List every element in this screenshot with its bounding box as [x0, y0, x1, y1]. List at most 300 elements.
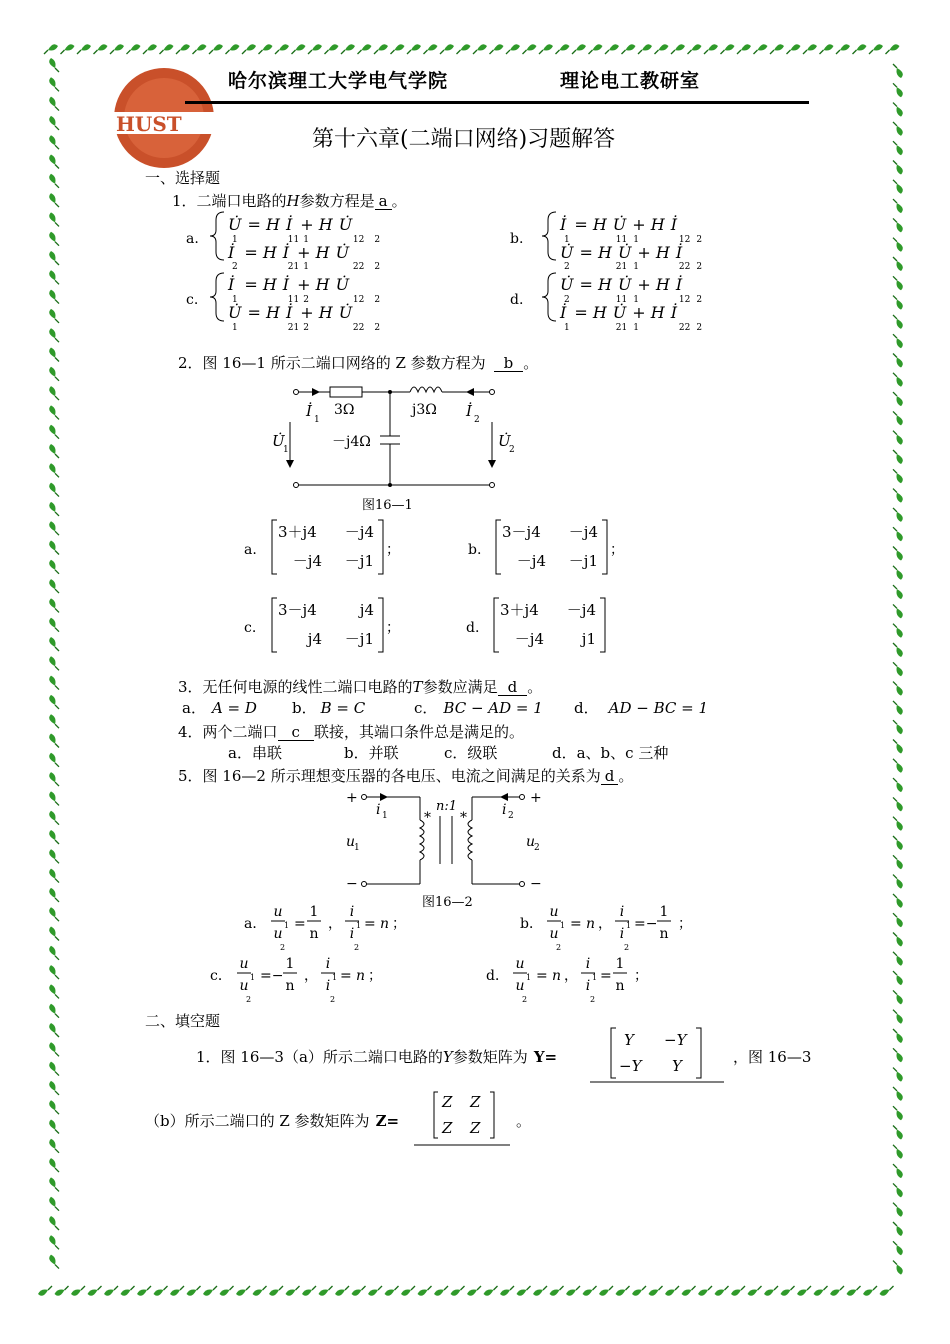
leaf-ornament — [302, 1286, 316, 1296]
svg-text:1212222: 1 21 2 22 2 — [232, 323, 381, 333]
leaf-ornament — [49, 541, 59, 555]
ratio: n — [586, 916, 596, 932]
leaf-ornament — [49, 386, 59, 400]
fig1-u2: U̇ — [498, 432, 511, 450]
q1-option-a — [186, 212, 380, 272]
fraction-numerator: u — [273, 904, 283, 920]
hust-logo — [112, 62, 222, 170]
leaf-ornament — [467, 1286, 481, 1296]
leaf-ornament — [704, 44, 718, 54]
svg-text:a.: a. — [186, 231, 199, 247]
leaf-ornament — [893, 1068, 903, 1082]
leaf-ornament — [754, 44, 768, 54]
fraction-numerator: 1 — [309, 904, 319, 920]
fig1-u1: U̇ — [272, 432, 285, 450]
leaf-ornament — [893, 257, 903, 271]
svg-text:i: i — [502, 802, 507, 818]
svg-text:İ= HU̇+ Hİ: İ = H U̇ + H İ — [560, 303, 678, 322]
leaf-ornament — [49, 1100, 59, 1114]
leaf-ornament — [893, 315, 903, 329]
leaf-ornament — [893, 238, 903, 252]
leaf-ornament — [893, 141, 903, 155]
leaf-ornament — [49, 444, 59, 458]
svg-text:1111122: 1 11 1 12 2 — [564, 235, 703, 245]
sub: 1 — [356, 921, 362, 930]
leaf-ornament — [49, 811, 59, 825]
option-label: c. — [244, 620, 257, 636]
leaf-ornament — [49, 1139, 59, 1153]
leaf-ornament — [49, 155, 59, 169]
leaf-ornament — [572, 44, 586, 54]
svg-text:İ= HU̇+ Hİ: İ = H U̇ + H İ — [560, 215, 678, 234]
svg-text:U̇= Hİ+ HU̇: U̇ = H İ + H U̇ — [228, 303, 353, 322]
q5-option-a — [244, 902, 444, 954]
fraction-numerator: i — [585, 956, 591, 972]
fraction-numerator: i — [349, 904, 355, 920]
option-end: ； — [634, 968, 648, 984]
sub: 2 — [556, 943, 562, 952]
leaf-ornament — [566, 1286, 580, 1296]
leaf-ornament — [893, 276, 903, 290]
leaf-ornament — [275, 44, 289, 54]
svg-text:Y: Y — [624, 1031, 634, 1049]
leaf-ornament — [49, 77, 59, 91]
matrix-cell: 3＋j4 — [278, 523, 317, 541]
q2-option-c — [244, 594, 404, 656]
fill-question-1: 1．图 16—3（a）所示二端口电路的Y参数矩阵为 Y= — [196, 1048, 558, 1066]
header-dept: 理论电工教研室 — [560, 70, 701, 92]
matrix-cell: －j1 — [568, 552, 598, 570]
svg-text:U̇= HU̇+ Hİ: U̇ = H U̇ + H İ — [560, 275, 683, 294]
leaf-ornament — [893, 1106, 903, 1120]
leaf-ornament — [49, 734, 59, 748]
leaf-ornament — [893, 604, 903, 618]
leaf-ornament — [49, 1081, 59, 1095]
leaf-ornament — [49, 483, 59, 497]
option-label: d． — [486, 968, 509, 984]
leaf-ornament — [49, 521, 59, 535]
leaf-ornament — [341, 44, 355, 54]
q1-text2: 参数方程是 — [299, 192, 375, 210]
option-label: d. — [466, 620, 480, 636]
fraction-denominator: u — [515, 978, 525, 994]
leaf-ornament — [325, 44, 339, 54]
leaf-ornament — [869, 44, 883, 54]
leaf-ornament — [49, 579, 59, 593]
leaf-ornament — [391, 44, 405, 54]
fraction-denominator: u — [549, 926, 559, 942]
leaf-ornament — [49, 618, 59, 632]
q2-option-d — [466, 594, 626, 656]
leaf-ornament — [893, 199, 903, 213]
q2-option-a — [244, 516, 404, 578]
leaf-ornament — [836, 44, 850, 54]
svg-text:*: * — [460, 810, 467, 826]
leaf-ornament — [893, 894, 903, 908]
matrix-cell: －j4 — [568, 523, 598, 541]
q3-end: 。 — [527, 678, 543, 696]
leaf-ornament — [61, 44, 75, 54]
leaf-ornament — [893, 797, 903, 811]
leaf-ornament — [820, 44, 834, 54]
leaf-ornament — [49, 174, 59, 188]
leaf-ornament — [893, 1029, 903, 1043]
leaf-ornament — [203, 1286, 217, 1296]
comma: ， — [564, 968, 578, 984]
q4-option-b: b．并联 — [344, 744, 399, 762]
leaf-ornament — [893, 933, 903, 947]
leaf-ornament — [599, 1286, 613, 1296]
leaf-ornament — [893, 778, 903, 792]
q4-answer: c — [278, 725, 314, 741]
leaf-ornament — [49, 251, 59, 265]
leaf-ornament — [55, 1286, 69, 1296]
leaf-ornament — [797, 1286, 811, 1296]
fraction-numerator: u — [239, 956, 249, 972]
q1-option-c — [186, 273, 380, 333]
fraction-denominator: i — [325, 978, 331, 994]
leaf-ornament — [49, 753, 59, 767]
leaf-ornament — [847, 1286, 861, 1296]
leaf-ornament — [49, 1158, 59, 1172]
matrix-cell: －j1 — [344, 552, 374, 570]
leaf-ornament — [523, 44, 537, 54]
leaf-ornament — [484, 1286, 498, 1296]
comma: ， — [328, 916, 342, 932]
q1-option-d — [510, 273, 702, 333]
equals: = — [600, 968, 612, 984]
leaf-ornament — [49, 502, 59, 516]
y-matrix-answer — [586, 1024, 726, 1084]
fraction-numerator: u — [515, 956, 525, 972]
comma: ， — [598, 916, 612, 932]
equals: = — [364, 916, 376, 932]
q4-option-c: c．级联 — [444, 744, 498, 762]
fraction-numerator: i — [325, 956, 331, 972]
leaf-ornament — [886, 44, 900, 54]
svg-text:Z: Z — [470, 1119, 481, 1137]
svg-text:+: + — [346, 790, 358, 806]
fraction-denominator: u — [239, 978, 249, 994]
leaf-ornament — [49, 1197, 59, 1211]
leaf-ornament — [49, 367, 59, 381]
q1-answer: a — [375, 194, 392, 210]
leaf-ornament — [893, 547, 903, 561]
leaf-ornament — [550, 1286, 564, 1296]
leaf-ornament — [893, 952, 903, 966]
leaf-ornament — [49, 135, 59, 149]
leaf-ornament — [893, 411, 903, 425]
leaf-ornament — [893, 759, 903, 773]
leaf-ornament — [358, 44, 372, 54]
matrix-cell: －j4 — [514, 630, 544, 648]
option-end: ； — [392, 916, 406, 932]
leaf-ornament — [893, 662, 903, 676]
leaf-ornament — [253, 1286, 267, 1296]
sub: 1 — [332, 973, 338, 982]
fraction-denominator: n — [285, 978, 295, 994]
svg-text:İ= Hİ+ HU̇: İ = H İ + H U̇ — [228, 275, 350, 294]
fig1-inductor-label: j3Ω — [412, 402, 437, 418]
svg-text:c.: c. — [186, 292, 199, 308]
leaf-ornament — [242, 44, 256, 54]
option-label: a. — [244, 542, 257, 558]
q3-param: T — [412, 678, 423, 696]
leaf-ornament — [49, 348, 59, 362]
fraction-denominator: i — [349, 926, 355, 942]
leaf-ornament — [49, 1120, 59, 1134]
leaf-ornament — [781, 1286, 795, 1296]
leaf-ornament — [418, 1286, 432, 1296]
fill-question-1-end: 。 — [516, 1112, 532, 1130]
fig1-u2-sub: 2 — [509, 445, 515, 455]
sub: 2 — [330, 995, 336, 1004]
leaf-ornament — [49, 714, 59, 728]
leaf-ornament — [893, 1183, 903, 1197]
leaf-ornament — [49, 212, 59, 226]
leaf-ornament — [632, 1286, 646, 1296]
matrix-cell: j1 — [581, 630, 596, 648]
q5-answer: d — [601, 769, 619, 785]
leaf-ornament — [698, 1286, 712, 1296]
matrix-cell: －j4 — [344, 523, 374, 541]
leaf-ornament — [770, 44, 784, 54]
leaf-ornament — [269, 1286, 283, 1296]
leaf-ornament — [220, 1286, 234, 1296]
leaf-ornament — [49, 1177, 59, 1191]
leaf-ornament — [721, 44, 735, 54]
leaf-ornament — [605, 44, 619, 54]
leaf-ornament — [286, 1286, 300, 1296]
leaf-ornament — [893, 1087, 903, 1101]
leaf-ornament — [863, 1286, 877, 1296]
svg-text:Y: Y — [672, 1057, 682, 1075]
leaf-ornament — [38, 1286, 52, 1296]
q1-end: 。 — [391, 192, 407, 210]
option-label: c． — [210, 968, 232, 984]
svg-text:−Y: −Y — [619, 1057, 642, 1075]
leaf-ornament — [556, 44, 570, 54]
fraction-denominator: i — [585, 978, 591, 994]
option-label: a． — [244, 916, 267, 932]
leaf-ornament — [49, 463, 59, 477]
leaf-ornament — [893, 740, 903, 754]
leaf-ornament — [893, 913, 903, 927]
leaf-ornament — [401, 1286, 415, 1296]
logo-text: HUST — [116, 112, 182, 136]
svg-text:1112122: 1 11 2 12 2 — [232, 295, 381, 305]
fig2-ratio: n:1 — [436, 799, 458, 814]
option-end: ； — [610, 542, 624, 558]
leaf-ornament — [616, 1286, 630, 1296]
matrix-cell: 3－j4 — [278, 601, 317, 619]
matrix-cell: －j4 — [292, 552, 322, 570]
leaf-ornament — [893, 1203, 903, 1217]
page-title: 第十六章(二端口网络)习题解答 — [312, 127, 616, 152]
leaf-ornament — [49, 927, 59, 941]
leaf-ornament — [671, 44, 685, 54]
leaf-ornament — [49, 1023, 59, 1037]
q5-option-c — [210, 954, 410, 1006]
svg-text:Z: Z — [442, 1093, 453, 1111]
leaf-ornament — [893, 1126, 903, 1140]
leaf-ornament — [880, 1286, 894, 1296]
fig2-caption: 图16—2 — [422, 895, 473, 908]
leaf-ornament — [49, 695, 59, 709]
leaf-ornament — [731, 1286, 745, 1296]
leaf-ornament — [49, 58, 59, 72]
svg-text:−: − — [530, 876, 542, 892]
leaf-ornament — [49, 116, 59, 130]
leaf-ornament — [352, 1286, 366, 1296]
sub: 2 — [624, 943, 630, 952]
leaf-ornament — [77, 44, 91, 54]
leaf-ornament — [682, 1286, 696, 1296]
sub: 2 — [590, 995, 596, 1004]
q3-text: 3．无任何电源的线性二端口电路的 — [178, 678, 413, 696]
leaf-ornament — [143, 44, 157, 54]
figure-16-1-circuit — [268, 382, 558, 517]
leaf-ornament — [893, 836, 903, 850]
fraction-denominator: i — [619, 926, 625, 942]
leaf-ornament — [893, 1010, 903, 1024]
leaf-ornament — [49, 232, 59, 246]
leaf-ornament — [500, 1286, 514, 1296]
leaf-ornament — [893, 161, 903, 175]
leaf-ornament — [49, 984, 59, 998]
leaf-ornament — [893, 508, 903, 522]
leaf-ornament — [893, 1222, 903, 1236]
leaf-ornament — [94, 44, 108, 54]
option-label: b. — [468, 542, 482, 558]
leaf-ornament — [893, 354, 903, 368]
leaf-ornament — [893, 450, 903, 464]
q3-answer: d — [498, 680, 528, 696]
q1-text: 1．二端口电路的 — [172, 192, 287, 210]
fig1-capacitor-label: －j4Ω — [332, 434, 371, 450]
matrix-cell: 3＋j4 — [500, 601, 539, 619]
leaf-ornament — [893, 720, 903, 734]
leaf-ornament — [434, 1286, 448, 1296]
leaf-ornament — [44, 44, 58, 54]
leaf-ornament — [853, 44, 867, 54]
svg-text:i: i — [376, 802, 381, 818]
leaf-ornament — [368, 1286, 382, 1296]
figure-16-2-transformer — [340, 786, 550, 908]
leaf-ornament — [893, 1164, 903, 1178]
leaf-ornament — [893, 566, 903, 580]
fig1-caption: 图16—1 — [362, 498, 413, 513]
fraction-denominator: u — [273, 926, 283, 942]
leaf-ornament — [209, 44, 223, 54]
leaf-ornament — [236, 1286, 250, 1296]
matrix-cell: －j4 — [566, 601, 596, 619]
fraction-numerator: 1 — [615, 956, 625, 972]
svg-text:u: u — [346, 834, 356, 850]
leaf-ornament — [385, 1286, 399, 1296]
leaf-ornament — [104, 1286, 118, 1296]
svg-text:2211222: 2 21 1 22 2 — [564, 262, 703, 272]
leaf-ornament — [110, 44, 124, 54]
leaf-ornament — [49, 965, 59, 979]
leaf-ornament — [893, 585, 903, 599]
q5-option-d — [486, 954, 686, 1006]
leaf-ornament — [49, 425, 59, 439]
question-3 — [178, 676, 542, 697]
leaf-ornament — [451, 1286, 465, 1296]
matrix-cell: j4 — [359, 601, 374, 619]
leaf-ornament — [49, 946, 59, 960]
leaf-ornament — [893, 64, 903, 78]
leaf-ornament — [787, 44, 801, 54]
sub: 2 — [246, 995, 252, 1004]
leaf-ornament — [893, 103, 903, 117]
leaf-ornament — [49, 97, 59, 111]
leaf-ornament — [665, 1286, 679, 1296]
header-rule — [185, 101, 809, 104]
leaf-ornament — [49, 1004, 59, 1018]
leaf-ornament — [814, 1286, 828, 1296]
equals: = — [536, 968, 548, 984]
sub: 1 — [526, 973, 532, 982]
leaf-ornament — [893, 855, 903, 869]
leaf-ornament — [49, 791, 59, 805]
fraction-denominator: n — [309, 926, 319, 942]
leaf-ornament — [893, 431, 903, 445]
leaf-ornament — [49, 772, 59, 786]
q2-answer: b — [494, 356, 524, 372]
leaf-ornament — [49, 270, 59, 284]
svg-text:1111122: 1 11 1 12 2 — [232, 235, 381, 245]
svg-text:2: 2 — [534, 843, 540, 853]
q3-option-a: a． A = D — [182, 699, 257, 717]
leaf-ornament — [688, 44, 702, 54]
q4-text2: 联接，其端口条件总是满足的。 — [313, 723, 524, 741]
leaf-ornament — [517, 1286, 531, 1296]
fill-question-1-cont: ，图 16—3 — [733, 1048, 812, 1066]
fraction-denominator: n — [615, 978, 625, 994]
leaf-ornament — [893, 83, 903, 97]
leaf-ornament — [335, 1286, 349, 1296]
option-end: ； — [386, 542, 400, 558]
leaf-ornament — [49, 309, 59, 323]
q1-option-b — [510, 212, 702, 272]
leaf-ornament — [154, 1286, 168, 1296]
svg-text:Z: Z — [470, 1093, 481, 1111]
sub: 1 — [560, 921, 566, 930]
option-label: b． — [520, 916, 543, 932]
leaf-ornament — [893, 1145, 903, 1159]
q3-option-c: c． BC − AD = 1 — [414, 699, 543, 717]
leaf-ornament — [49, 907, 59, 921]
leaf-ornament — [49, 1042, 59, 1056]
leaf-ornament — [715, 1286, 729, 1296]
svg-text:*: * — [424, 810, 431, 826]
section2-heading: 二、填空题 — [145, 1012, 221, 1030]
leaf-ornament — [121, 1286, 135, 1296]
leaf-ornament — [457, 44, 471, 54]
svg-text:Z: Z — [442, 1119, 453, 1137]
fraction-numerator: i — [619, 904, 625, 920]
leaf-ornament — [748, 1286, 762, 1296]
leaf-ornament — [893, 489, 903, 503]
leaf-ornament — [49, 656, 59, 670]
leaf-ornament — [506, 44, 520, 54]
fill-question-1-line2: （b）所示二端口的 Z 参数矩阵为 Z= — [145, 1112, 400, 1130]
leaf-ornament — [49, 1255, 59, 1269]
svg-text:u: u — [526, 834, 536, 850]
fraction-numerator: 1 — [285, 956, 295, 972]
